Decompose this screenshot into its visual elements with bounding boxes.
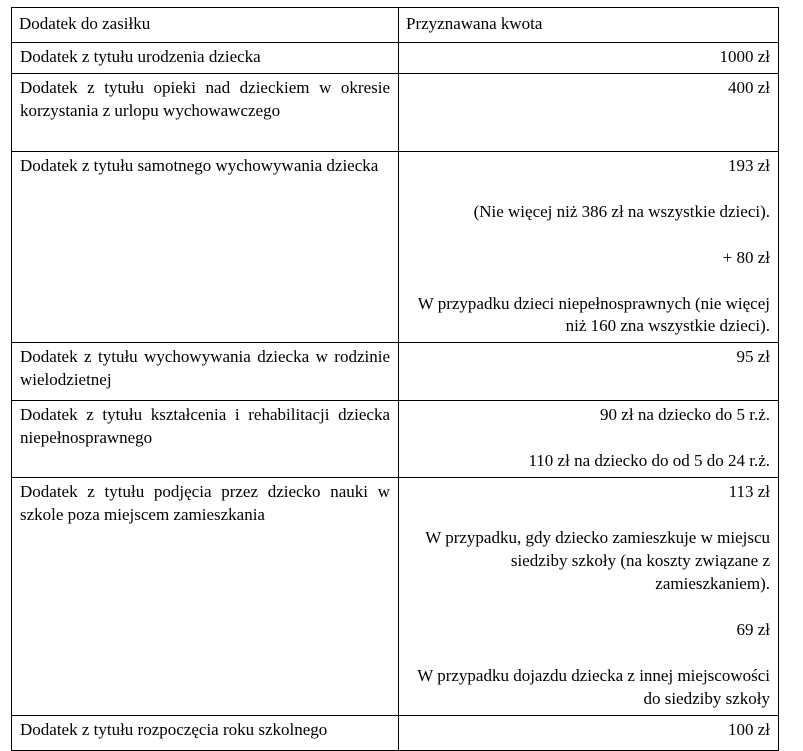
amount-paragraph: 100 zł bbox=[727, 720, 770, 740]
table-row bbox=[12, 151, 779, 343]
benefit-name-cell: Dodatek z tytułu wychowywania dziecka w rodzinie wielodzietnej bbox=[12, 343, 399, 401]
amount-paragraph: 110 zł na dziecko do od 5 do 24 r.ż. bbox=[528, 451, 770, 471]
amount-note: W przypadku dojazdu dziecka z innej miejscowości do siedziby szkoły bbox=[417, 665, 770, 708]
benefit-amount-cell bbox=[399, 343, 779, 401]
amount-paragraph: 1000 zł bbox=[719, 46, 770, 66]
amount-paragraph: 90 zł na dziecko do 5 r.ż. bbox=[600, 405, 770, 425]
table-row bbox=[12, 401, 779, 478]
benefit-name-cell: Dodatek z tytułu kształcenia i rehabilitacji dziecka niepełnosprawnego bbox=[12, 401, 399, 478]
table-header-row bbox=[12, 8, 779, 43]
table-body bbox=[12, 42, 779, 750]
table-row bbox=[12, 716, 779, 751]
benefit-amount-cell bbox=[399, 716, 779, 751]
amount-paragraph: 400 zł bbox=[727, 77, 770, 97]
table-header bbox=[12, 8, 779, 43]
amount-paragraph: 69 zł bbox=[736, 619, 770, 639]
benefit-amount-cell bbox=[399, 151, 779, 343]
table-row bbox=[12, 42, 779, 73]
benefit-name-cell: Dodatek z tytułu opieki nad dzieckiem w okresie korzystania z urlopu wychowawczego bbox=[12, 73, 399, 151]
benefit-name-cell: Dodatek z tytułu podjęcia przez dziecko nauki w szkole poza miejscem zamieszkania bbox=[12, 478, 399, 716]
amount-paragraph: 113 zł bbox=[728, 482, 770, 502]
amount-note: W przypadku dzieci niepełnosprawnych (nie więcej niż 160 zna wszystkie dzieci). bbox=[417, 293, 770, 336]
benefit-amount-cell bbox=[399, 478, 779, 716]
benefit-name-cell: Dodatek z tytułu rozpoczęcia roku szkolnego bbox=[12, 716, 399, 751]
table-row bbox=[12, 73, 779, 151]
amount-note: (Nie więcej niż 386 zł na wszystkie dzieci). bbox=[473, 201, 770, 221]
benefits-table bbox=[11, 7, 779, 751]
benefit-name-cell: Dodatek z tytułu urodzenia dziecka bbox=[12, 42, 399, 73]
amount-paragraph: + 80 zł bbox=[722, 247, 770, 267]
benefit-name-cell: Dodatek z tytułu samotnego wychowywania dziecka bbox=[12, 151, 399, 343]
benefit-amount-cell bbox=[399, 42, 779, 73]
table-row bbox=[12, 478, 779, 716]
table-row bbox=[12, 343, 779, 401]
benefit-amount-cell bbox=[399, 401, 779, 478]
column-header-benefit-name: Dodatek do zasiłku bbox=[12, 8, 399, 43]
amount-note: W przypadku, gdy dziecko zamieszkuje w miejscu siedziby szkoły (na koszty związane z zamieszkaniem). bbox=[425, 528, 770, 593]
benefit-amount-cell bbox=[399, 73, 779, 151]
amount-paragraph: 95 zł bbox=[736, 347, 770, 367]
amount-paragraph: 193 zł bbox=[727, 155, 770, 175]
column-header-amount: Przyznawana kwota bbox=[399, 8, 779, 43]
